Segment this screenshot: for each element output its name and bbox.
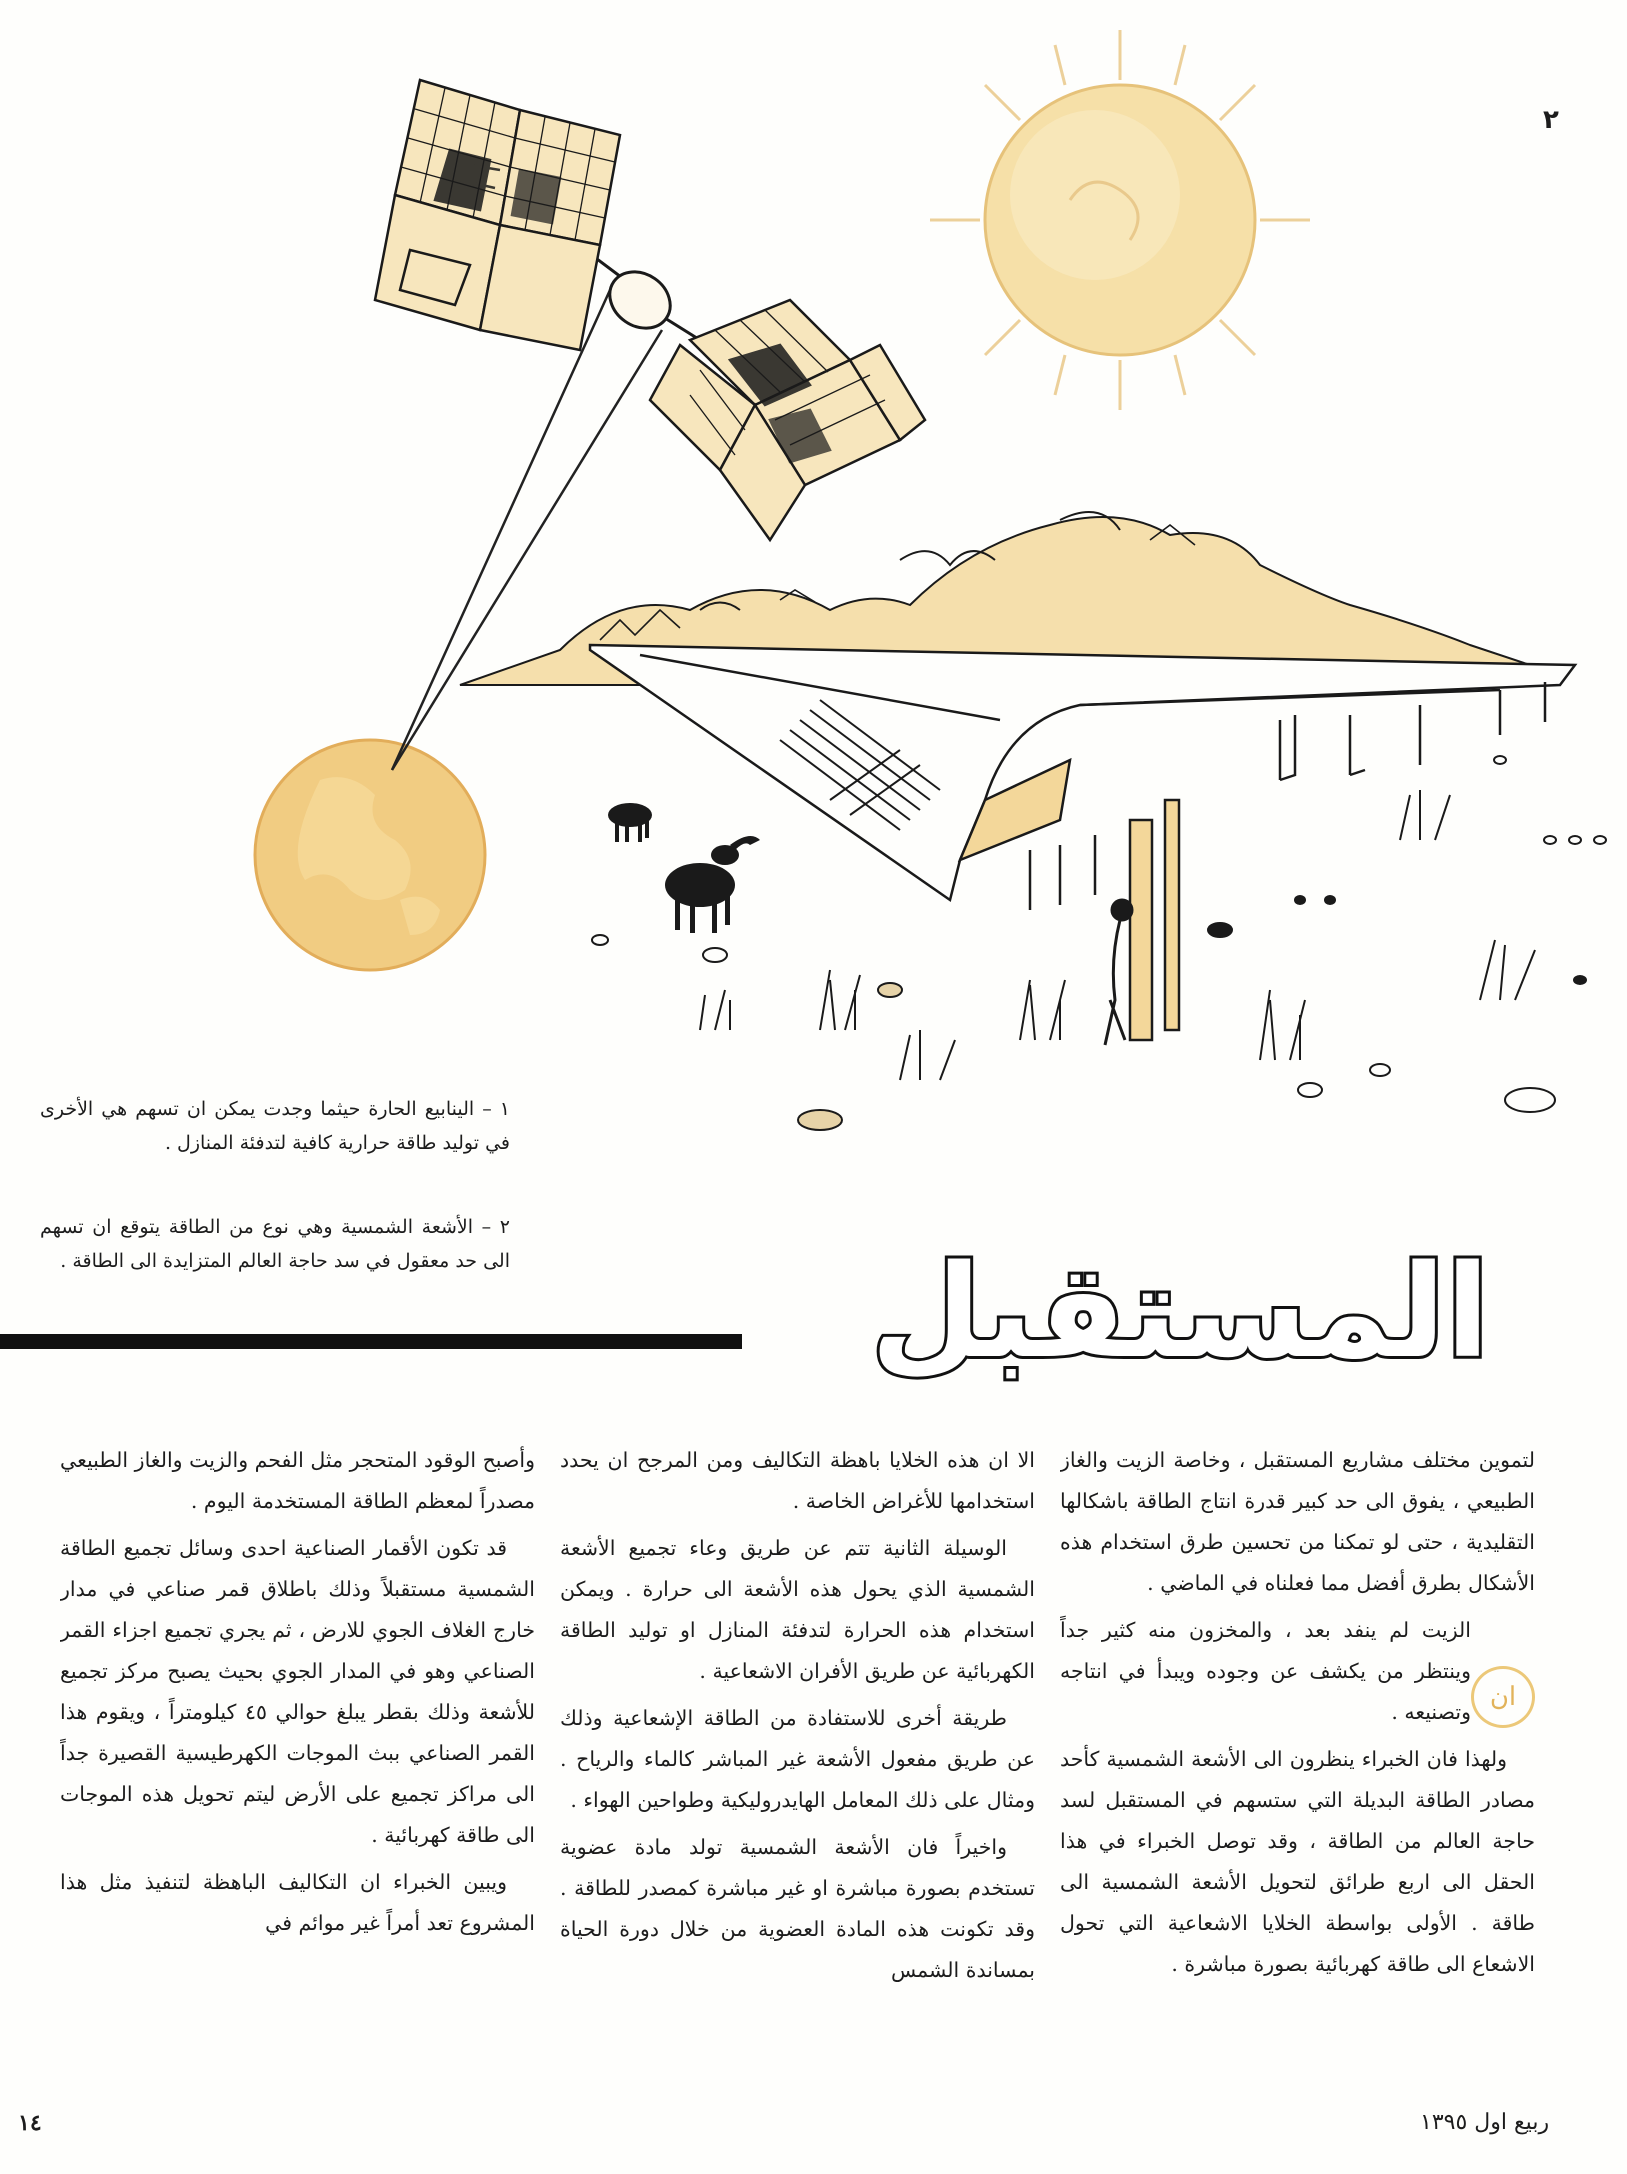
goat-icon — [665, 836, 760, 933]
paragraph: ولهذا فان الخبراء ينظرون الى الأشعة الشمسية كأحد مصادر الطاقة البديلة التي ستسهم في المستقبل لسد حاجة العالم من الطاقة ، وقد توصل الخبراء في هذا الحقل الى اربع طرائق لتحويل الأشعة الشمسية الى طاقة . الأولى بواسطة الخلايا الاشعاعية التي تحول الاشعاع الى طاقة كهربائية بصورة مباشرة . — [1060, 1747, 1535, 1976]
paragraph: الوسيلة الثانية تتم عن طريق وعاء تجميع الأشعة الشمسية الذي يحول هذه الأشعة الى حرارة . ويمكن استخدام هذه الحرارة لتدفئة المنازل او توليد الطاقة الكهربائية عن طريق الأفران الاشعاعية . — [560, 1536, 1035, 1683]
paragraph: طريقة أخرى للاستفادة من الطاقة الإشعاعية وذلك عن طريق مفعول الأشعة غير المباشر كالماء والرياح . ومثال على ذلك المعامل الهايدروليكية وطواحين الهواء . — [560, 1706, 1035, 1812]
person-icon — [1105, 900, 1132, 1045]
illustration-page-number: ٢ — [1543, 105, 1559, 135]
paragraph: الزيت لم ينفد بعد ، والمخزون منه كثير جداً وينتظر من يكشف عن وجوده ويبدأ في انتاجه وتصنيعه . — [1060, 1618, 1471, 1724]
satellite-icon — [585, 250, 700, 340]
sun-icon — [930, 30, 1310, 410]
paragraph: واخيراً فان الأشعة الشمسية تولد مادة عضوية تستخدم بصورة مباشرة او غير مباشرة كمصدر للطاقة . وقد تكونت هذه المادة العضوية من خلال دورة الحياة بمساندة الشمس — [560, 1835, 1035, 1982]
footer-issue-date: ربيع اول ١٣٩٥ — [1420, 2110, 1550, 2135]
column-middle — [560, 1440, 1035, 2030]
goat-icon — [608, 803, 652, 842]
headline-rule — [0, 1334, 742, 1349]
paragraph: لتموين مختلف مشاريع المستقبل ، وخاصة الزيت والغاز الطبيعي ، يفوق الى حد كبير قدرة انتاج الطاقة باشكالها التقليدية ، حتى لو تمكنا من تحسين طرق استخدام هذه الأشكال بطرق أفضل مما فعلناه في الماضي . — [1060, 1448, 1535, 1595]
headline-title — [755, 1238, 1605, 1408]
paragraph: قد تكون الأقمار الصناعية احدى وسائل تجميع الطاقة الشمسية مستقبلاً وذلك باطلاق قمر صناعي في مدار خارج الغلاف الجوي للارض ، ثم يجري تجميع اجزاء القمر الصناعي وهو في المدار الجوي بحيث يصبح مركز تجميع للأشعة وذلك بقطر يبلغ حوالي ٤٥ كيلومتراً ، ويقوم هذا القمر الصناعي ببث الموجات الكهرطيسية القصيرة جداً الى مراكز تجميع على الأرض ليتم تحويل هذه الموجات الى طاقة كهربائية . — [60, 1536, 535, 1847]
paragraph: ويبين الخبراء ان التكاليف الباهظة لتنفيذ مثل هذا المشروع تعد أمراً غير موائم في — [60, 1870, 535, 1935]
caption-2: ٢ – الأشعة الشمسية وهي نوع من الطاقة يتوقع ان تسهم الى حد معقول في سد حاجة العالم المتزايدة الى الطاقة . — [40, 1216, 510, 1272]
grass-and-rocks — [592, 756, 1606, 1130]
footer-page-number: ١٤ — [18, 2110, 42, 2136]
caption-1: ١ – الينابيع الحارة حيثما وجدت يمكن ان تسهم هي الأخرى في توليد طاقة حرارية كافية لتدفئة المنازل . — [40, 1098, 510, 1154]
paragraph: وأصبح الوقود المتحجر مثل الفحم والزيت والغاز الطبيعي مصدراً لمعظم الطاقة المستخدمة اليوم . — [60, 1448, 535, 1513]
microwave-beam — [392, 290, 662, 770]
headline-text: المستقبل — [870, 1238, 1490, 1387]
earth-icon — [255, 740, 485, 970]
column-left — [60, 1440, 535, 2030]
dropcap-ornament: ان — [1471, 1666, 1535, 1728]
paragraph: الا ان هذه الخلايا باهظة التكاليف ومن المرجح ان يحدد استخدامها للأغراض الخاصة . — [560, 1448, 1035, 1513]
solar-panel-upper — [375, 80, 620, 350]
column-right — [1060, 1440, 1535, 2030]
